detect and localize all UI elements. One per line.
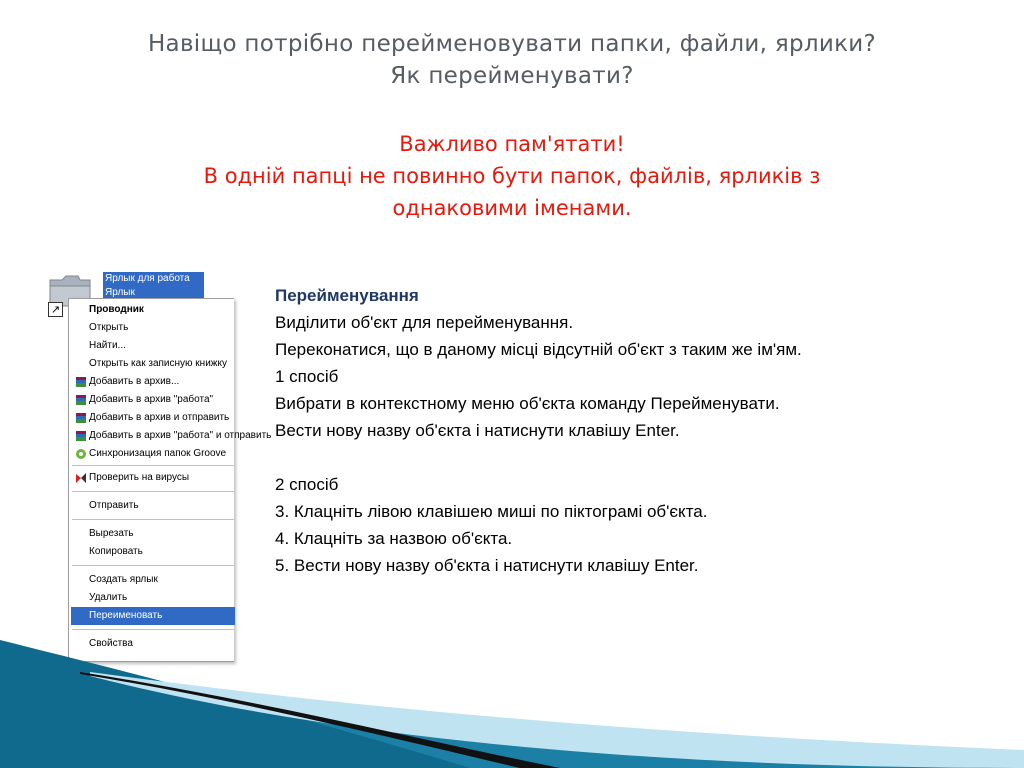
instruction-line: 3. Клацніть лівою клавішею миші по піктограмі об'єкта. bbox=[275, 502, 708, 521]
menu-item-label: Найти... bbox=[89, 340, 126, 351]
menu-item-label: Открыть bbox=[89, 322, 129, 333]
decorative-swoosh bbox=[0, 600, 1024, 768]
instruction-line: Виділити об'єкт для перейменування. bbox=[275, 313, 574, 332]
important-note-line3: однаковими іменами. bbox=[392, 196, 632, 220]
menu-item-label: Добавить в архив... bbox=[89, 376, 180, 387]
menu-item-find[interactable] bbox=[71, 337, 235, 355]
menu-item-label: Копировать bbox=[89, 546, 143, 557]
menu-item-label: Удалить bbox=[89, 592, 128, 603]
menu-separator bbox=[72, 565, 234, 566]
selected-file-name-line1: Ярлык для работа bbox=[105, 273, 190, 284]
menu-item-label: Создать ярлык bbox=[89, 574, 158, 585]
shortcut-arrow-icon: ↗ bbox=[48, 302, 63, 317]
menu-separator bbox=[72, 519, 234, 520]
menu-item-groove-sync[interactable] bbox=[71, 445, 235, 463]
winrar-icon bbox=[75, 394, 87, 406]
important-note-line1: Важливо пам'ятати! bbox=[399, 132, 625, 156]
instruction-line: 1 спосіб bbox=[275, 367, 339, 386]
menu-item-label: Переименовать bbox=[89, 610, 163, 621]
slide-title-line2: Як перейменувати? bbox=[390, 63, 634, 89]
winrar-icon bbox=[75, 430, 87, 442]
menu-item-label: Свойства bbox=[89, 638, 133, 649]
menu-item-open[interactable] bbox=[71, 319, 235, 337]
menu-separator bbox=[72, 491, 234, 492]
menu-item-label: Проводник bbox=[89, 304, 144, 315]
menu-item-add-to-archive-and-send[interactable] bbox=[71, 409, 235, 427]
instruction-blank-line bbox=[275, 444, 1015, 471]
menu-item-copy[interactable] bbox=[71, 543, 235, 561]
selected-file-name-line2: Ярлык bbox=[105, 287, 135, 298]
instructions bbox=[275, 282, 1015, 579]
instruction-line: 5. Вести нову назву об'єкта і натиснути клавішу Enter. bbox=[275, 556, 699, 575]
menu-item-label: Добавить в архив и отправить bbox=[89, 412, 230, 423]
menu-item-open-as-notebook[interactable] bbox=[71, 355, 235, 373]
menu-item-scan-viruses[interactable] bbox=[71, 469, 235, 487]
antivirus-icon bbox=[75, 472, 87, 484]
instruction-line: Вибрати в контекстному меню об'єкта команду Перейменувати. bbox=[275, 394, 780, 413]
menu-item-label: Добавить в архив "работа" bbox=[89, 394, 214, 405]
instruction-line: 2 спосіб bbox=[275, 475, 339, 494]
menu-item-send-to[interactable] bbox=[71, 497, 235, 515]
winrar-icon bbox=[75, 376, 87, 388]
menu-separator bbox=[72, 465, 234, 466]
instruction-line: 4. Клацніть за назвою об'єкта. bbox=[275, 529, 513, 548]
menu-item-label: Отправить bbox=[89, 500, 139, 511]
menu-item-label: Проверить на вирусы bbox=[89, 472, 190, 483]
menu-item-create-shortcut[interactable] bbox=[71, 571, 235, 589]
menu-item-add-to-archive[interactable] bbox=[71, 373, 235, 391]
menu-item-explorer[interactable] bbox=[71, 301, 235, 319]
menu-item-label: Добавить в архив "работа" и отправить bbox=[89, 430, 272, 441]
instruction-line: Переконатися, що в даному місці відсутній об'єкт з таким же ім'ям. bbox=[275, 340, 802, 359]
menu-item-cut[interactable] bbox=[71, 525, 235, 543]
slide-title-line1: Навіщо потрібно перейменовувати папки, файли, ярлики? bbox=[147, 31, 877, 57]
important-note bbox=[60, 128, 964, 224]
instruction-line: Вести нову назву об'єкта і натиснути клавішу Enter. bbox=[275, 421, 680, 440]
menu-item-add-to-named-archive-and-send[interactable] bbox=[71, 427, 272, 445]
menu-item-add-to-archive-named[interactable] bbox=[71, 391, 235, 409]
menu-item-label: Открыть как записную книжку bbox=[89, 358, 227, 369]
menu-item-label: Синхронизация папок Groove bbox=[89, 448, 227, 459]
instructions-heading: Перейменування bbox=[275, 286, 419, 305]
slide-title bbox=[60, 28, 964, 92]
groove-sync-icon bbox=[75, 448, 87, 460]
important-note-line2: В одній папці не повинно бути папок, файлів, ярликів з bbox=[203, 164, 821, 188]
winrar-icon bbox=[75, 412, 87, 424]
menu-item-label: Вырезать bbox=[89, 528, 134, 539]
